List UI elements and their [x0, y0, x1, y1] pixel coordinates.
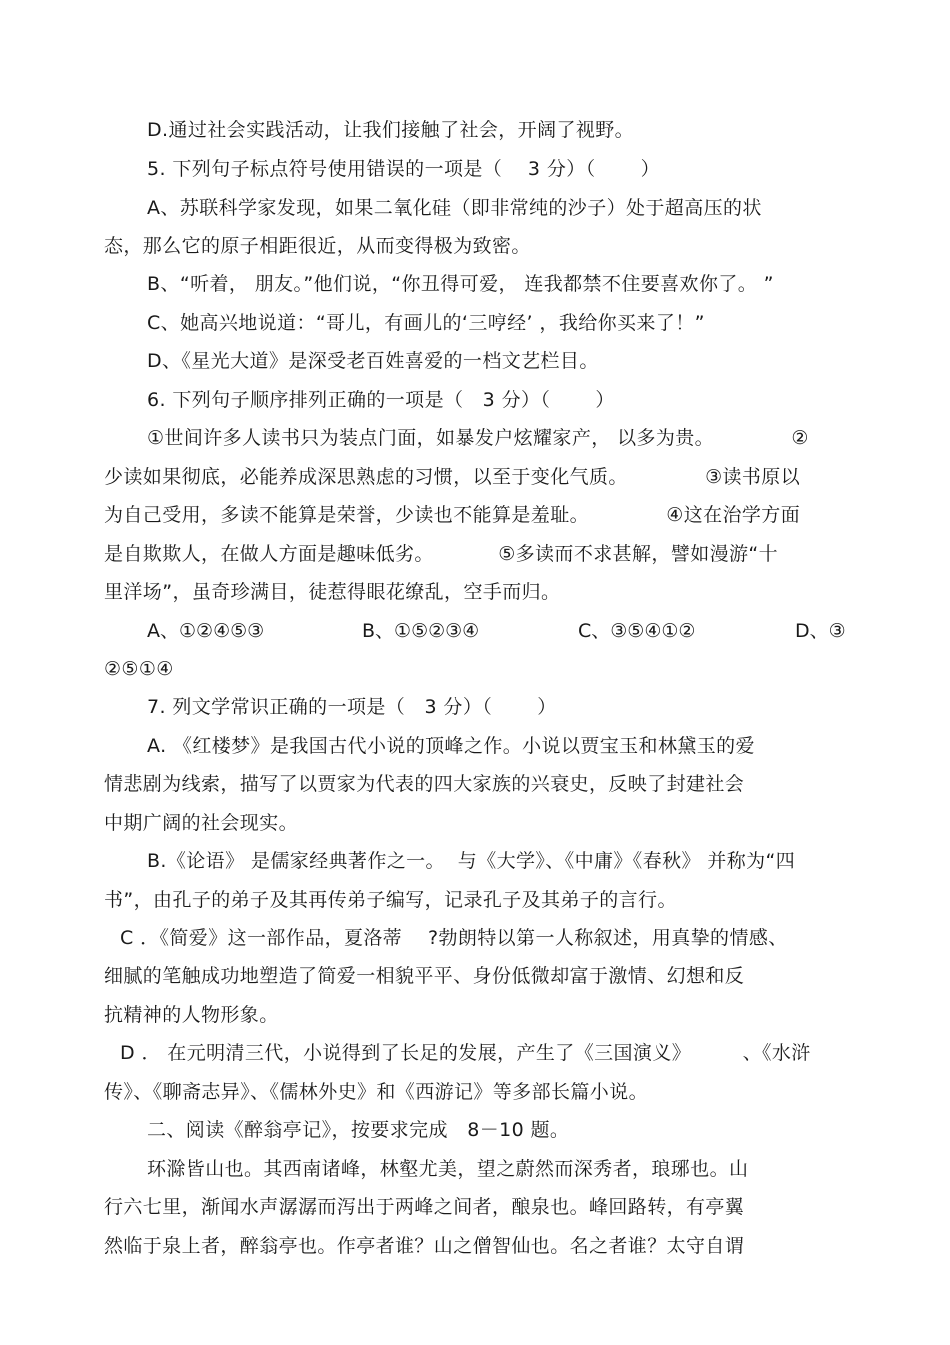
q7-option-d-line2: 传》、《聊斋志异》、《儒林外史》和《西游记》等多部长篇小说。: [104, 1081, 649, 1103]
q7-option-b-line2: 书”，由孔子的弟子及其再传弟子编写，记录孔子及其弟子的言行。: [104, 889, 677, 911]
q5-option-d: D、《星光大道》是深受老百姓喜爱的一档文艺栏目。: [147, 350, 599, 372]
passage-line3: 然临于泉上者，醉翁亭也。作亭者谁？山之僧智仙也。名之者谁？太守自谓: [104, 1235, 745, 1257]
q6-passage-line4: 是自欺欺人，在做人方面是趣味低劣。 ⑤多读而不求甚解，譬如漫游“十: [104, 543, 779, 565]
q6-option-a: A、①②④⑤③: [147, 620, 265, 642]
q6-option-b: B、①⑤②③④: [362, 620, 480, 642]
q6-option-d: D、③: [795, 620, 846, 642]
q6-passage-line3: 为自己受用，多读不能算是荣誉，少读也不能算是羞耻。 ④这在治学方面: [104, 504, 801, 526]
q7-option-a-line2: 情悲剧为线索，描写了以贾家为代表的四大家族的兴衰史，反映了封建社会: [104, 773, 745, 795]
q6-option-d-cont: ②⑤①④: [104, 658, 174, 680]
q5-option-a-line1: A、苏联科学家发现，如果二氧化硅（即非常纯的沙子）处于超高压的状: [147, 197, 762, 219]
q7-option-c-line2: 细腻的笔触成功地塑造了简爱一相貌平平、身份低微却富于激情、幻想和反: [104, 965, 745, 987]
q7-option-a-line1: A. 《红楼梦》是我国古代小说的顶峰之作。小说以贾宝玉和林黛玉的爱: [147, 735, 755, 757]
q6-passage-line1: ①世间许多人读书只为装点门面，如暴发户炫耀家产， 以多为贵。 ②: [147, 427, 809, 449]
q6-option-c: C、③⑤④①②: [578, 620, 696, 642]
q6-stem: 6. 下列句子顺序排列正确的一项是（ 3 分）（ ）: [147, 389, 615, 411]
q7-option-a-line3: 中期广阔的社会现实。: [104, 812, 299, 834]
q7-option-b-line1: B.《论语》 是儒家经典著作之一。 与《大学》、《中庸》《春秋》 并称为“四: [147, 850, 796, 872]
q5-option-b: B、“听着， 朋友。”他们说，“你丑得可爱， 连我都禁不住要喜欢你了。 ”: [147, 273, 774, 295]
passage-line1: 环滁皆山也。其西南诸峰，林壑尤美，望之蔚然而深秀者，琅琊也。山: [147, 1158, 749, 1180]
q7-option-d-line1: D ． 在元明清三代，小说得到了长足的发展，产生了《三国演义》 、《水浒: [120, 1042, 811, 1064]
q4-option-d: D.通过社会实践活动，让我们接触了社会，开阔了视野。: [147, 119, 635, 141]
q7-option-c-line3: 抗精神的人物形象。: [104, 1004, 279, 1026]
section2-heading: 二、阅读《醉翁亭记》，按要求完成 8－10 题。: [147, 1119, 570, 1141]
q5-option-c: C、她高兴地说道：“哥儿，有画儿的‘三哼经’ ，我给你买来了！”: [147, 312, 705, 334]
q7-option-c-line1: C ．《简爱》这一部作品，夏洛蒂 ?勃朗特以第一人称叙述，用真挚的情感、: [120, 927, 788, 949]
q5-stem: 5. 下列句子标点符号使用错误的一项是（ 3 分）（ ）: [147, 158, 661, 180]
q6-passage-line2: 少读如果彻底，必能养成深思熟虑的习惯，以至于变化气质。 ③读书原以: [104, 466, 801, 488]
q7-stem: 7. 列文学常识正确的一项是（ 3 分）（ ）: [147, 696, 557, 718]
q6-passage-line5: 里洋场”，虽奇珍满目，徒惹得眼花缭乱，空手而归。: [104, 581, 561, 603]
passage-line2: 行六七里，渐闻水声潺潺而泻出于两峰之间者，酿泉也。峰回路转，有亭翼: [104, 1196, 745, 1218]
q5-option-a-line2: 态，那么它的原子相距很近，从而变得极为致密。: [104, 235, 531, 257]
